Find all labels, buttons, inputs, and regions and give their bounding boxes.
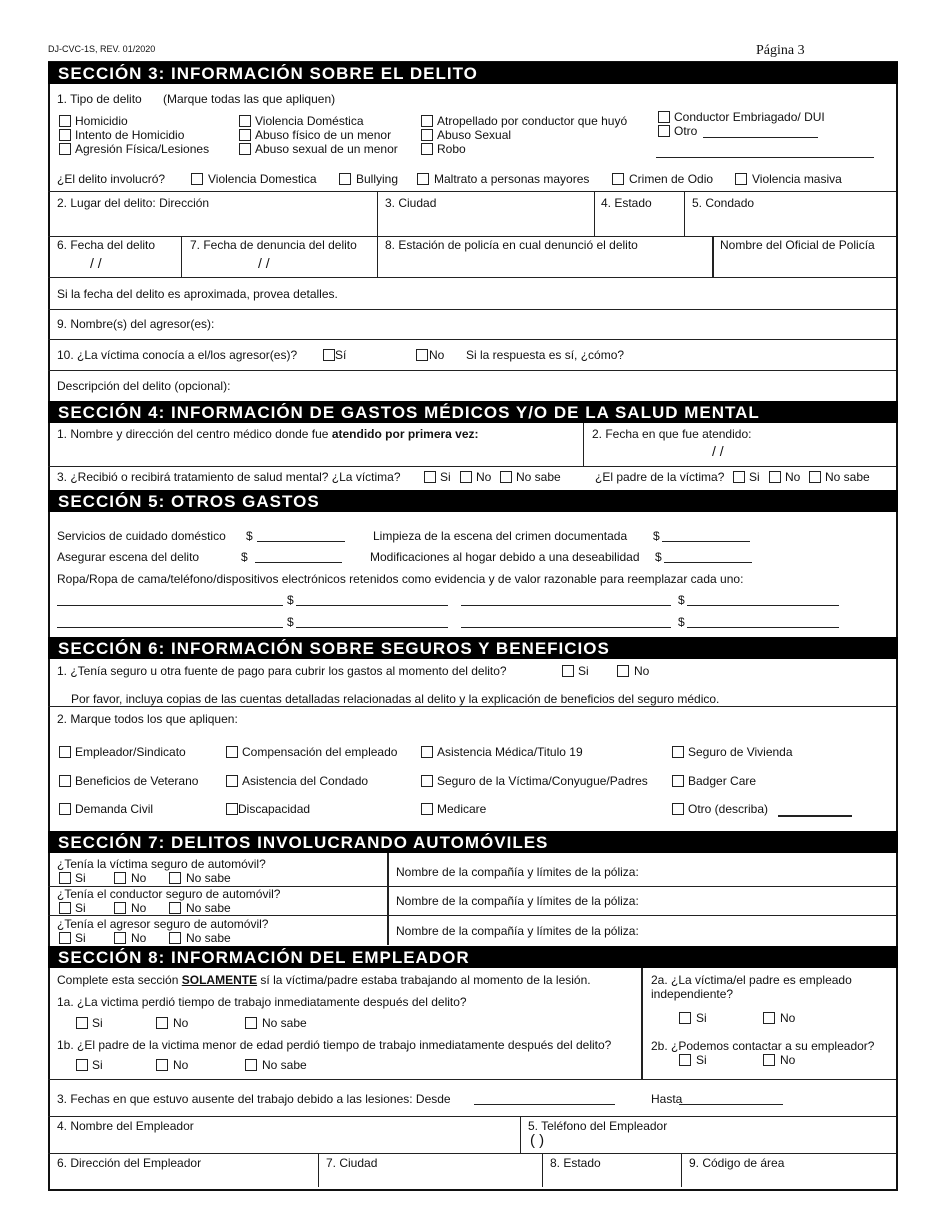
checkbox-label: Si — [696, 1053, 707, 1067]
q4-employer-name: 4. Nombre del Empleador — [57, 1119, 194, 1133]
checkbox[interactable] — [59, 902, 71, 914]
q4-state: 4. Estado — [601, 196, 652, 210]
section-8-header: SECCIÓN 8: INFORMACIÓN DEL EMPLEADOR — [48, 946, 898, 968]
checkbox-label: No sabe — [186, 871, 231, 885]
item-field[interactable] — [57, 605, 283, 606]
domestic-services: Servicios de cuidado doméstico — [57, 529, 226, 543]
checkbox[interactable] — [421, 143, 433, 155]
checkbox[interactable] — [809, 471, 821, 483]
checkbox[interactable] — [421, 115, 433, 127]
checkbox[interactable] — [59, 746, 71, 758]
checkbox-label: No sabe — [186, 931, 231, 945]
checkbox-label: Conductor Embriagado/ DUI — [674, 110, 825, 124]
q2b: 2b. ¿Podemos contactar a su empleador? — [651, 1039, 875, 1053]
checkbox[interactable] — [417, 173, 429, 185]
checkbox[interactable] — [416, 349, 428, 361]
checkbox-label: No — [173, 1058, 189, 1072]
s8-intro: Complete esta sección SOLAMENTE sí la víctima/padre estaba trabajando al momento de la lesión. — [57, 973, 591, 987]
checkbox-label: Homicidio — [75, 114, 128, 128]
checkbox[interactable] — [421, 129, 433, 141]
checkbox[interactable] — [245, 1017, 257, 1029]
checkbox-label: Violencia Domestica — [208, 172, 317, 186]
checkbox-label: Bullying — [356, 172, 399, 186]
checkbox-label: Seguro de Vivienda — [688, 745, 793, 759]
dollar-sign: $ — [246, 529, 253, 543]
checkbox-label: Empleador/Sindicato — [75, 745, 186, 759]
checkbox[interactable] — [658, 125, 670, 137]
checkbox[interactable] — [76, 1017, 88, 1029]
checkbox[interactable] — [679, 1012, 691, 1024]
q6-employer-address: 6. Dirección del Empleador — [57, 1156, 202, 1170]
checkbox-label: Si — [75, 901, 86, 915]
dollar-sign: $ — [241, 550, 248, 564]
dollar-sign: $ — [653, 529, 660, 543]
checkbox[interactable] — [169, 902, 181, 914]
q5-county: 5. Condado — [692, 196, 755, 210]
domestic-amount[interactable] — [257, 541, 345, 542]
auto-question: ¿Tenía el agresor seguro de automóvil? — [57, 917, 269, 931]
checkbox-label: No — [131, 901, 147, 915]
checkbox-label: Si — [696, 1011, 707, 1025]
clothing-evidence: Ropa/Ropa de cama/teléfono/dispositivos electrónicos retenidos como evidencia y de valor razonable para reemplazar cada uno: — [57, 572, 744, 586]
checkbox-label: Si — [92, 1016, 103, 1030]
checkbox-label: Violencia masiva — [752, 172, 842, 186]
treatment-date-field[interactable]: / / — [712, 443, 724, 459]
q2a: 2a. ¿La víctima/el padre es empleado — [651, 973, 852, 987]
item-field[interactable] — [57, 627, 283, 628]
checkbox-label: Demanda Civil — [75, 802, 154, 816]
approx-date: Si la fecha del delito es aproximada, provea detalles. — [57, 287, 338, 301]
checkbox[interactable] — [763, 1012, 775, 1024]
hasta-label: Hasta — [651, 1092, 683, 1106]
checkbox-label: Intento de Homicidio — [75, 128, 185, 142]
checkbox[interactable] — [239, 143, 251, 155]
checkbox[interactable] — [169, 872, 181, 884]
checkbox[interactable] — [460, 471, 472, 483]
checkbox-label: Discapacidad — [238, 802, 311, 816]
amount-field[interactable] — [687, 627, 839, 628]
checkbox[interactable] — [421, 803, 433, 815]
amount-field[interactable] — [687, 605, 839, 606]
checkbox[interactable] — [226, 803, 238, 815]
checkbox-label: Si — [75, 871, 86, 885]
policy-label: Nombre de la compañía y límites de la póliza: — [396, 865, 639, 879]
section-4-header: SECCIÓN 4: INFORMACIÓN DE GASTOS MÉDICOS Y/O DE LA SALUD MENTAL — [48, 401, 898, 423]
phone-area-code[interactable]: ( ) — [530, 1132, 545, 1149]
checkbox-label: Abuso físico de un menor — [255, 128, 392, 142]
checkbox[interactable] — [191, 173, 203, 185]
involved-question: ¿El delito involucró? — [57, 172, 166, 186]
checkbox-label: No — [131, 931, 147, 945]
checkbox[interactable] — [239, 129, 251, 141]
dollar-sign: $ — [678, 593, 685, 607]
crime-date-field[interactable]: / / — [90, 255, 102, 271]
s6-note: Por favor, incluya copias de las cuentas detalladas relacionadas al delito y la explicación de beneficios del seguro médico. — [71, 692, 720, 706]
checkbox[interactable] — [114, 902, 126, 914]
q10-knew-offender: 10. ¿La víctima conocía a el/los agresor(es)? — [57, 348, 298, 362]
q2a-cont: independiente? — [651, 987, 734, 1001]
policy-label: Nombre de la compañía y límites de la póliza: — [396, 924, 639, 938]
checkbox-label: Atropellado por conductor que huyó — [437, 114, 628, 128]
q7-report-date: 7. Fecha de denuncia del delito — [190, 238, 357, 252]
checkbox[interactable] — [59, 115, 71, 127]
secure-scene: Asegurar escena del delito — [57, 550, 200, 564]
checkbox-label: Sí — [335, 348, 347, 362]
dollar-sign: $ — [655, 550, 662, 564]
checkbox[interactable] — [733, 471, 745, 483]
checkbox[interactable] — [763, 1054, 775, 1066]
checkbox[interactable] — [59, 143, 71, 155]
checkbox[interactable] — [59, 872, 71, 884]
checkbox[interactable] — [735, 173, 747, 185]
checkbox[interactable] — [672, 803, 684, 815]
checkbox[interactable] — [156, 1017, 168, 1029]
q3-absence-dates: 3. Fechas en que estuvo ausente del trabajo debido a las lesiones: Desde — [57, 1092, 451, 1106]
checkbox-label: Si — [578, 664, 589, 678]
auto-question: ¿Tenía el conductor seguro de automóvil? — [57, 887, 281, 901]
checkbox-label: Otro — [674, 124, 698, 138]
checkbox-label: No sabe — [825, 470, 870, 484]
checkbox[interactable] — [59, 803, 71, 815]
checkbox-label: No — [131, 871, 147, 885]
crime-description: Descripción del delito (opcional): — [57, 379, 231, 393]
q8-police-station: 8. Estación de policía en cual denunció el delito — [385, 238, 638, 252]
q1-crime-type: 1. Tipo de delito — [57, 92, 142, 106]
checkbox-label: Medicare — [437, 802, 487, 816]
checkbox-label: Robo — [437, 142, 466, 156]
checkbox[interactable] — [156, 1059, 168, 1071]
checkbox[interactable] — [769, 471, 781, 483]
checkbox[interactable] — [226, 746, 238, 758]
checkbox[interactable] — [421, 775, 433, 787]
checkbox-label: No — [173, 1016, 189, 1030]
checkbox-label: Si — [75, 931, 86, 945]
checkbox[interactable] — [59, 932, 71, 944]
officer-name: Nombre del Oficial de Policía — [720, 238, 875, 252]
checkbox[interactable] — [500, 471, 512, 483]
checkbox[interactable] — [339, 173, 351, 185]
checkbox[interactable] — [612, 173, 624, 185]
checkbox[interactable] — [245, 1059, 257, 1071]
checkbox[interactable] — [59, 775, 71, 787]
q1a: 1a. ¿La victima perdió tiempo de trabajo inmediatamente después del delito? — [57, 995, 467, 1009]
s6-q1: 1. ¿Tenía seguro u otra fuente de pago para cubrir los gastos al momento del delito? — [57, 664, 507, 678]
checkbox[interactable] — [672, 746, 684, 758]
checkbox-label: No — [780, 1011, 796, 1025]
q1b: 1b. ¿El padre de la victima menor de edad perdió tiempo de trabajo inmediatamente después del delito? — [57, 1038, 612, 1052]
from-date-field[interactable] — [474, 1104, 615, 1105]
checkbox[interactable] — [672, 775, 684, 787]
checkbox-label: Compensación del empleado — [242, 745, 398, 759]
checkbox-label: No — [634, 664, 650, 678]
checkbox[interactable] — [323, 349, 335, 361]
checkbox-label: Beneficios de Veterano — [75, 774, 199, 788]
checkbox-label: No sabe — [262, 1016, 307, 1030]
other-field[interactable] — [703, 137, 818, 138]
checkbox-label: Si — [92, 1058, 103, 1072]
checkbox-label: Asistencia Médica/Titulo 19 — [437, 745, 583, 759]
section-6-header: SECCIÓN 6: INFORMACIÓN SOBRE SEGUROS Y BENEFICIOS — [48, 637, 898, 659]
checkbox[interactable] — [617, 665, 629, 677]
checkbox-label: No — [476, 470, 492, 484]
item-field[interactable] — [461, 605, 671, 606]
checkbox[interactable] — [679, 1054, 691, 1066]
auto-question: ¿Tenía la víctima seguro de automóvil? — [57, 857, 266, 871]
form-id: DJ-CVC-1S, REV. 01/2020 — [48, 44, 156, 54]
checkbox-label: No — [429, 348, 445, 362]
checkbox-label: Si — [749, 470, 760, 484]
q7-city: 7. Ciudad — [326, 1156, 378, 1170]
checkbox[interactable] — [114, 932, 126, 944]
dollar-sign: $ — [287, 615, 294, 629]
checkbox[interactable] — [658, 111, 670, 123]
checkbox-label: No — [780, 1053, 796, 1067]
checkbox-label: Abuso Sexual — [437, 128, 512, 142]
q2-location: 2. Lugar del delito: Dirección — [57, 196, 210, 210]
dollar-sign: $ — [678, 615, 685, 629]
policy-label: Nombre de la compañía y límites de la póliza: — [396, 894, 639, 908]
checkbox-label: Violencia Doméstica — [255, 114, 364, 128]
home-modifications: Modificaciones al hogar debido a una deseabilidad — [370, 550, 640, 564]
checkbox[interactable] — [226, 775, 238, 787]
checkbox-label: No sabe — [516, 470, 561, 484]
other-describe-field[interactable] — [778, 815, 852, 817]
q1-hint: (Marque todas las que apliquen) — [163, 92, 336, 106]
item-field[interactable] — [461, 627, 671, 628]
s4-q2: 2. Fecha en que fue atendido: — [592, 427, 752, 441]
q3-city: 3. Ciudad — [385, 196, 437, 210]
q8-state: 8. Estado — [550, 1156, 601, 1170]
section-3-header: SECCIÓN 3: INFORMACIÓN SOBRE EL DELITO — [48, 62, 898, 84]
checkbox-label: Abuso sexual de un menor — [255, 142, 398, 156]
q9-zip: 9. Código de área — [689, 1156, 785, 1170]
checkbox-label: Maltrato a personas mayores — [434, 172, 590, 186]
checkbox[interactable] — [76, 1059, 88, 1071]
checkbox[interactable] — [59, 129, 71, 141]
section-5-header: SECCIÓN 5: OTROS GASTOS — [48, 490, 898, 512]
mods-amount[interactable] — [664, 562, 752, 563]
checkbox[interactable] — [424, 471, 436, 483]
checkbox-label: No — [785, 470, 801, 484]
checkbox-label: No sabe — [262, 1058, 307, 1072]
checkbox[interactable] — [562, 665, 574, 677]
checkbox-label: No sabe — [186, 901, 231, 915]
amount-field[interactable] — [296, 605, 448, 606]
q6-crime-date: 6. Fecha del delito — [57, 238, 156, 252]
checkbox-label: Seguro de la Víctima/Conyugue/Padres — [437, 774, 648, 788]
q5-employer-phone: 5. Teléfono del Empleador — [528, 1119, 668, 1133]
secure-amount[interactable] — [255, 562, 342, 563]
to-date-field[interactable] — [679, 1104, 783, 1105]
s4-q3-parent: ¿El padre de la víctima? — [595, 470, 725, 484]
checkbox[interactable] — [169, 932, 181, 944]
checkbox[interactable] — [114, 872, 126, 884]
checkbox-label: Otro (describa) — [688, 802, 769, 816]
page-number: Página 3 — [756, 43, 805, 58]
report-date-field[interactable]: / / — [258, 255, 270, 271]
dollar-sign: $ — [287, 593, 294, 607]
q9-offenders: 9. Nombre(s) del agresor(es): — [57, 317, 215, 331]
checkbox-label: Agresión Física/Lesiones — [75, 142, 210, 156]
checkbox-label: Crimen de Odio — [629, 172, 714, 186]
s4-q1: 1. Nombre y dirección del centro médico donde fue atendido por primera vez: — [57, 427, 479, 441]
cleanup-amount[interactable] — [662, 541, 750, 542]
q10-how: Si la respuesta es sí, ¿cómo? — [466, 348, 625, 362]
s6-q2: 2. Marque todos los que apliquen: — [57, 712, 238, 726]
crime-scene-cleanup: Limpieza de la escena del crimen documentada — [373, 529, 628, 543]
checkbox-label: Si — [440, 470, 451, 484]
checkbox[interactable] — [421, 746, 433, 758]
checkbox-label: Asistencia del Condado — [242, 774, 369, 788]
section-7-header: SECCIÓN 7: DELITOS INVOLUCRANDO AUTOMÓVILES — [48, 831, 898, 853]
checkbox-label: Badger Care — [688, 774, 757, 788]
other-field-line2[interactable] — [656, 157, 874, 158]
s4-q3: 3. ¿Recibió o recibirá tratamiento de salud mental? ¿La víctima? — [57, 470, 401, 484]
amount-field[interactable] — [296, 627, 448, 628]
checkbox[interactable] — [239, 115, 251, 127]
